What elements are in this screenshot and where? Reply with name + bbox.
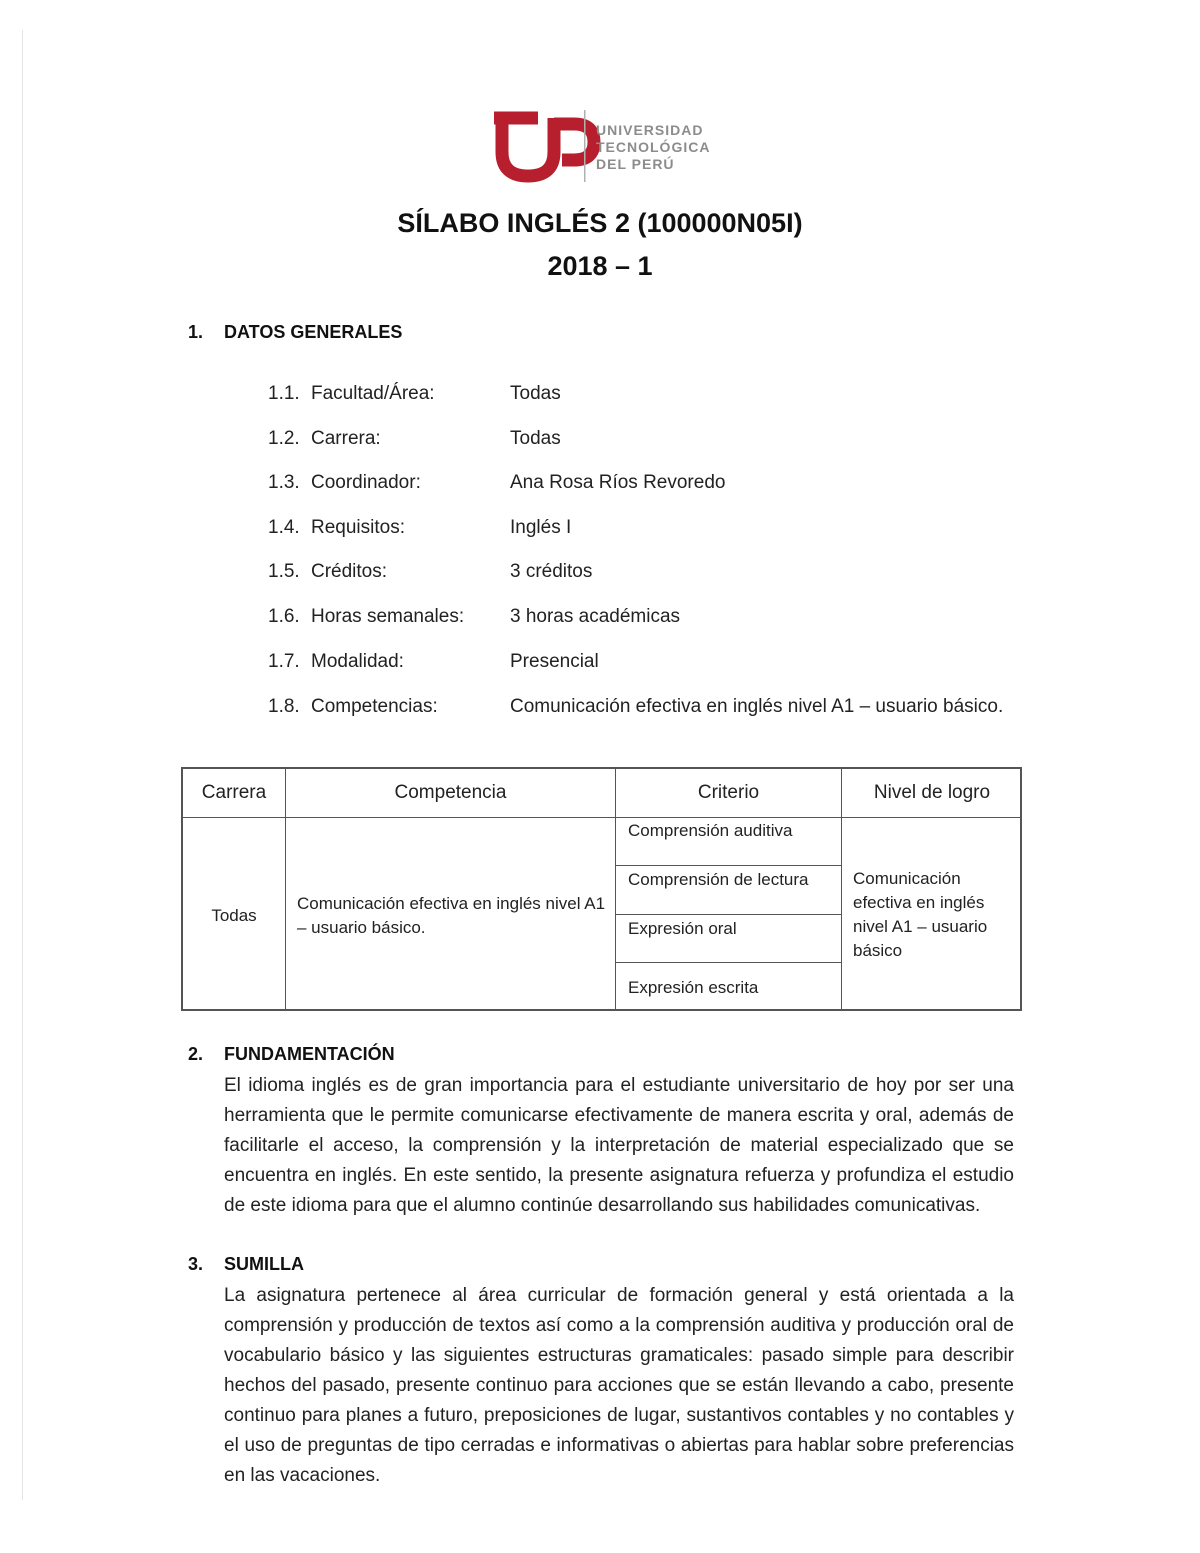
section-3-title: SUMILLA (224, 1254, 304, 1274)
section-1-heading (188, 322, 402, 343)
table-row-divider (615, 962, 842, 963)
section-3-number: 3. (188, 1254, 204, 1274)
data-row-value: Presencial (510, 651, 599, 672)
table-divider (615, 769, 616, 1009)
data-row-label: Competencias: (311, 696, 438, 717)
table-cell-criterio: Comprensión auditiva (628, 821, 793, 840)
document-period: 2018 – 1 (547, 251, 653, 281)
table-cell-criterio: Expresión oral (628, 919, 737, 938)
data-row-label: Coordinador: (311, 472, 421, 493)
data-row-coordinador (268, 472, 1068, 500)
data-row-number: 1.3. (268, 472, 300, 493)
table-cell-criterio: Expresión escrita (628, 978, 759, 997)
data-row-number: 1.4. (268, 517, 300, 538)
table-cell-carrera: Todas (211, 906, 257, 925)
table-divider (841, 769, 842, 1009)
data-row-number: 1.7. (268, 651, 300, 672)
data-row-value: Inglés I (510, 517, 572, 538)
data-row-value: 3 créditos (510, 561, 593, 582)
section-2-title: FUNDAMENTACIÓN (224, 1044, 395, 1064)
data-row-label: Créditos: (311, 561, 388, 582)
data-row-label: Facultad/Área: (311, 383, 435, 404)
table-cell-nivel: Comunicación efectiva en inglés nivel A1 – usuario básico (853, 869, 988, 960)
data-row-facultad (268, 383, 1068, 411)
data-row-requisitos (268, 517, 1068, 545)
data-row-modalidad (268, 651, 1068, 679)
data-row-value: Comunicación efectiva en inglés nivel A1 – usuario básico. (510, 696, 1004, 717)
data-row-number: 1.6. (268, 606, 300, 627)
table-cell-criterio: Comprensión de lectura (628, 870, 809, 889)
section-2-heading (188, 1044, 395, 1065)
logo-line-3: DEL PERÚ (596, 156, 675, 172)
data-row-carrera (268, 428, 1068, 456)
data-row-creditos (268, 561, 1068, 589)
table-divider (285, 769, 286, 1009)
data-row-number: 1.8. (268, 696, 300, 717)
logo-wordmark (596, 122, 710, 173)
logo-line-2: TECNOLÓGICA (596, 139, 711, 155)
data-row-horas (268, 606, 1068, 634)
data-row-value: 3 horas académicas (510, 606, 681, 627)
table-header-divider (183, 817, 1020, 818)
logo-line-1: UNIVERSIDAD (596, 122, 704, 138)
table-header-nivel: Nivel de logro (873, 782, 991, 803)
data-row-value: Ana Rosa Ríos Revoredo (510, 472, 726, 493)
section-2-number: 2. (188, 1044, 204, 1064)
data-row-value: Todas (510, 428, 561, 449)
fundamentacion-paragraph: El idioma inglés es de gran importancia para el estudiante universitario de hoy por ser una herramienta que le permite comunicarse efectivamente de manera escrita y oral, además de facilitarle el acceso, la comprensión y la interpretación de material especializado que se encuentra en inglés. En este sentido, la presente asignatura refuerza y profundiza el estudio de este idioma para que el alumno continúe desarrollando sus habilidades comunicativas. (224, 1075, 1014, 1216)
competency-table (181, 767, 1022, 1011)
data-row-number: 1.1. (268, 383, 300, 404)
data-row-label: Modalidad: (311, 651, 404, 672)
table-cell-competencia: Comunicación efectiva en inglés nivel A1 – usuario básico. (297, 894, 606, 937)
table-row-divider (615, 865, 842, 866)
section-3-heading (188, 1254, 304, 1275)
sumilla-paragraph: La asignatura pertenece al área curricular de formación general y está orientada a la comprensión y producción de textos así como a la comprensión auditiva y producción oral de vocabulario básico y las siguientes estructuras gramaticales: pasado simple para describir hechos del pasado, presente continuo para acciones que se están llevando a cabo, presente continuo para planes a futuro, preposiciones de lugar, sustantivos contables y no contables y el uso de preguntas de tipo cerradas e informativas o abiertas para hablar sobre preferencias en las vacaciones. (224, 1285, 1014, 1486)
table-header-competencia: Competencia (394, 782, 507, 803)
section-1-title: DATOS GENERALES (224, 322, 403, 342)
section-1-number: 1. (188, 322, 204, 342)
data-row-label: Requisitos: (311, 517, 405, 538)
data-row-value: Todas (510, 383, 561, 404)
data-row-competencias (268, 696, 1068, 724)
data-row-label: Horas semanales: (311, 606, 465, 627)
table-header-carrera: Carrera (201, 782, 267, 803)
data-row-label: Carrera: (311, 428, 381, 449)
data-row-number: 1.5. (268, 561, 300, 582)
document-title: SÍLABO INGLÉS 2 (100000N05I) (397, 208, 803, 238)
data-row-number: 1.2. (268, 428, 300, 449)
table-row-divider (615, 914, 842, 915)
table-header-criterio: Criterio (697, 782, 760, 803)
